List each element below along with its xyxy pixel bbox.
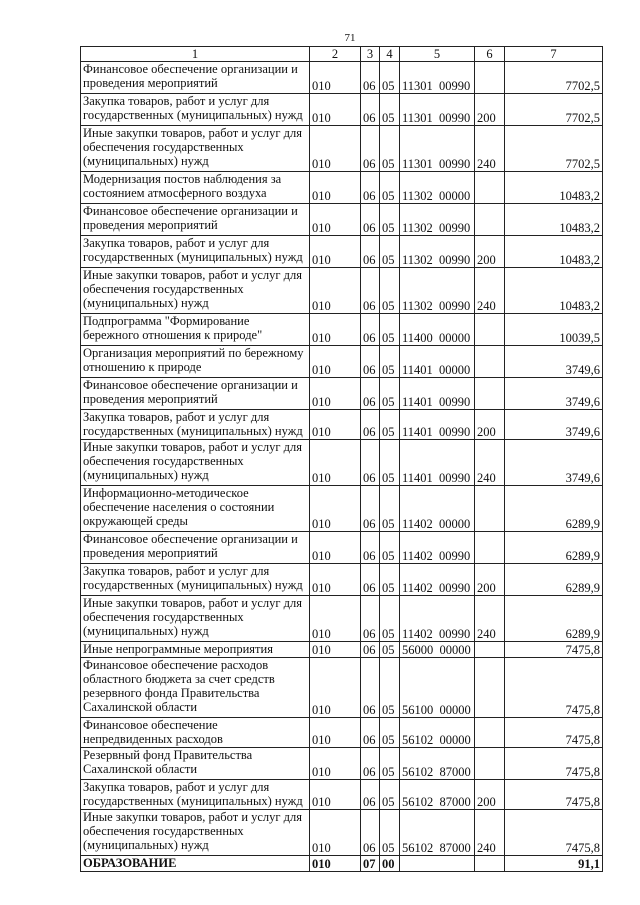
- table-row: [81, 780, 603, 810]
- row-c5-cell: 56102 00000: [400, 718, 475, 748]
- row-c2-cell: 010: [310, 378, 361, 410]
- row-c3-cell: 06: [361, 94, 380, 126]
- row-c6-cell: [475, 378, 505, 410]
- row-name-cell: Финансовое обеспечение непредвиденных расходов: [81, 718, 310, 748]
- row-c2-cell: 010: [310, 172, 361, 204]
- row-c5-cell: [400, 856, 475, 872]
- row-c2-cell: 010: [310, 596, 361, 642]
- header-cell: 6: [475, 47, 505, 62]
- row-c4-cell: 05: [380, 172, 400, 204]
- row-name-cell: ОБРАЗОВАНИЕ: [81, 856, 310, 872]
- row-c7-cell: 7475,8: [505, 642, 603, 658]
- table-row: [81, 126, 603, 172]
- row-c3-cell: 06: [361, 486, 380, 532]
- row-c7-cell: 7475,8: [505, 718, 603, 748]
- header-cell: 7: [505, 47, 603, 62]
- row-c6-cell: 240: [475, 440, 505, 486]
- row-c3-cell: 06: [361, 564, 380, 596]
- row-c6-cell: [475, 856, 505, 872]
- row-c3-cell: 06: [361, 532, 380, 564]
- row-c2-cell: 010: [310, 126, 361, 172]
- row-c2-cell: 010: [310, 748, 361, 780]
- row-c3-cell: 06: [361, 62, 380, 94]
- row-c7-cell: 6289,9: [505, 486, 603, 532]
- row-c6-cell: [475, 204, 505, 236]
- row-c2-cell: 010: [310, 810, 361, 856]
- row-c7-cell: 7475,8: [505, 658, 603, 718]
- row-name-cell: Закупка товаров, работ и услуг для государственных (муниципальных) нужд: [81, 780, 310, 810]
- row-name-cell: Иные закупки товаров, работ и услуг для обеспечения государственных (муниципальных) нужд: [81, 126, 310, 172]
- table-row: [81, 172, 603, 204]
- row-c6-cell: 200: [475, 564, 505, 596]
- row-c3-cell: 06: [361, 172, 380, 204]
- row-c3-cell: 06: [361, 236, 380, 268]
- row-c7-cell: 6289,9: [505, 596, 603, 642]
- row-name-cell: Подпрограмма "Формирование бережного отношения к природе": [81, 314, 310, 346]
- row-c5-cell: 11402 00990: [400, 596, 475, 642]
- table-row: [81, 268, 603, 314]
- row-name-cell: Информационно-методическое обеспечение населения о состоянии окружающей среды: [81, 486, 310, 532]
- row-c6-cell: [475, 314, 505, 346]
- row-c5-cell: 11302 00990: [400, 268, 475, 314]
- table-row: [81, 346, 603, 378]
- table-row: [81, 596, 603, 642]
- page-number: 71: [344, 32, 356, 44]
- row-name-cell: Иные непрограммные мероприятия: [81, 642, 310, 658]
- row-c6-cell: 200: [475, 780, 505, 810]
- row-c7-cell: 6289,9: [505, 564, 603, 596]
- row-c5-cell: 56102 87000: [400, 810, 475, 856]
- row-c4-cell: 05: [380, 236, 400, 268]
- row-c6-cell: [475, 642, 505, 658]
- row-c6-cell: [475, 532, 505, 564]
- row-name-cell: Закупка товаров, работ и услуг для государственных (муниципальных) нужд: [81, 564, 310, 596]
- row-c2-cell: 010: [310, 532, 361, 564]
- row-c3-cell: 06: [361, 314, 380, 346]
- row-c5-cell: 11301 00990: [400, 126, 475, 172]
- table-row: [81, 410, 603, 440]
- row-c2-cell: 010: [310, 268, 361, 314]
- row-name-cell: Модернизация постов наблюдения за состоянием атмосферного воздуха: [81, 172, 310, 204]
- row-c4-cell: 05: [380, 204, 400, 236]
- header-cell: 1: [81, 47, 310, 62]
- row-c7-cell: 7475,8: [505, 810, 603, 856]
- row-name-cell: Финансовое обеспечение организации и проведения мероприятий: [81, 62, 310, 94]
- table-row: [81, 748, 603, 780]
- table-row: [81, 440, 603, 486]
- row-c5-cell: 56000 00000: [400, 642, 475, 658]
- row-c3-cell: 06: [361, 204, 380, 236]
- row-name-cell: Закупка товаров, работ и услуг для государственных (муниципальных) нужд: [81, 410, 310, 440]
- row-c5-cell: 11302 00990: [400, 204, 475, 236]
- row-c6-cell: [475, 486, 505, 532]
- row-c5-cell: 11401 00000: [400, 346, 475, 378]
- row-c5-cell: 11302 00990: [400, 236, 475, 268]
- row-c4-cell: 05: [380, 346, 400, 378]
- row-c7-cell: 10483,2: [505, 268, 603, 314]
- row-name-cell: Закупка товаров, работ и услуг для государственных (муниципальных) нужд: [81, 236, 310, 268]
- row-name-cell: Иные закупки товаров, работ и услуг для обеспечения государственных (муниципальных) нужд: [81, 268, 310, 314]
- row-c5-cell: 11401 00990: [400, 440, 475, 486]
- row-c6-cell: 240: [475, 596, 505, 642]
- row-c6-cell: [475, 346, 505, 378]
- row-c5-cell: 56102 87000: [400, 748, 475, 780]
- row-c4-cell: 05: [380, 440, 400, 486]
- row-c3-cell: 06: [361, 780, 380, 810]
- table-row: [81, 532, 603, 564]
- row-c2-cell: 010: [310, 410, 361, 440]
- row-c6-cell: 240: [475, 126, 505, 172]
- row-name-cell: Резервный фонд Правительства Сахалинской области: [81, 748, 310, 780]
- row-c4-cell: 05: [380, 410, 400, 440]
- row-c4-cell: 05: [380, 780, 400, 810]
- row-c4-cell: 05: [380, 810, 400, 856]
- table-row: [81, 856, 603, 872]
- row-c4-cell: 05: [380, 564, 400, 596]
- row-c2-cell: 010: [310, 658, 361, 718]
- row-c2-cell: 010: [310, 62, 361, 94]
- row-c7-cell: 3749,6: [505, 410, 603, 440]
- row-name-cell: Закупка товаров, работ и услуг для государственных (муниципальных) нужд: [81, 94, 310, 126]
- row-name-cell: Иные закупки товаров, работ и услуг для обеспечения государственных (муниципальных) нужд: [81, 440, 310, 486]
- row-c7-cell: 10483,2: [505, 204, 603, 236]
- row-c5-cell: 11402 00990: [400, 532, 475, 564]
- row-c6-cell: [475, 748, 505, 780]
- row-c3-cell: 06: [361, 658, 380, 718]
- row-name-cell: Финансовое обеспечение организации и проведения мероприятий: [81, 532, 310, 564]
- row-c3-cell: 06: [361, 126, 380, 172]
- row-c2-cell: 010: [310, 94, 361, 126]
- row-c3-cell: 06: [361, 642, 380, 658]
- table-row: [81, 486, 603, 532]
- row-c5-cell: 11302 00000: [400, 172, 475, 204]
- row-c6-cell: 240: [475, 810, 505, 856]
- row-c7-cell: 91,1: [505, 856, 603, 872]
- row-c2-cell: 010: [310, 718, 361, 748]
- table-row: [81, 204, 603, 236]
- row-c7-cell: 10483,2: [505, 236, 603, 268]
- row-c2-cell: 010: [310, 314, 361, 346]
- row-c5-cell: 11401 00990: [400, 378, 475, 410]
- row-c5-cell: 11400 00000: [400, 314, 475, 346]
- table-row: [81, 236, 603, 268]
- table-row: [81, 314, 603, 346]
- row-c2-cell: 010: [310, 564, 361, 596]
- row-c4-cell: 05: [380, 596, 400, 642]
- row-c5-cell: 11402 00990: [400, 564, 475, 596]
- row-c5-cell: 11301 00990: [400, 62, 475, 94]
- row-c3-cell: 07: [361, 856, 380, 872]
- row-c7-cell: 3749,6: [505, 346, 603, 378]
- table-row: [81, 564, 603, 596]
- row-c5-cell: 11402 00000: [400, 486, 475, 532]
- row-c2-cell: 010: [310, 780, 361, 810]
- row-c6-cell: 200: [475, 236, 505, 268]
- row-c7-cell: 7702,5: [505, 94, 603, 126]
- row-c3-cell: 06: [361, 718, 380, 748]
- row-c4-cell: 05: [380, 268, 400, 314]
- row-name-cell: Финансовое обеспечение организации и проведения мероприятий: [81, 204, 310, 236]
- row-c7-cell: 3749,6: [505, 440, 603, 486]
- row-c4-cell: 05: [380, 378, 400, 410]
- row-c3-cell: 06: [361, 268, 380, 314]
- row-c2-cell: 010: [310, 642, 361, 658]
- row-c4-cell: 00: [380, 856, 400, 872]
- row-c7-cell: 7702,5: [505, 126, 603, 172]
- row-c4-cell: 05: [380, 658, 400, 718]
- header-cell: 2: [310, 47, 361, 62]
- row-c6-cell: [475, 658, 505, 718]
- row-name-cell: Организация мероприятий по бережному отношению к природе: [81, 346, 310, 378]
- row-c7-cell: 7475,8: [505, 748, 603, 780]
- row-c2-cell: 010: [310, 346, 361, 378]
- row-c7-cell: 10483,2: [505, 172, 603, 204]
- row-name-cell: Иные закупки товаров, работ и услуг для обеспечения государственных (муниципальных) нужд: [81, 810, 310, 856]
- table-row: [81, 718, 603, 748]
- row-c4-cell: 05: [380, 486, 400, 532]
- header-row: [81, 47, 603, 62]
- row-c7-cell: 10039,5: [505, 314, 603, 346]
- row-c3-cell: 06: [361, 346, 380, 378]
- row-c2-cell: 010: [310, 236, 361, 268]
- row-c4-cell: 05: [380, 642, 400, 658]
- row-c7-cell: 7702,5: [505, 62, 603, 94]
- budget-table: [80, 46, 603, 872]
- row-c6-cell: [475, 718, 505, 748]
- row-c2-cell: 010: [310, 204, 361, 236]
- row-c3-cell: 06: [361, 810, 380, 856]
- header-cell: 5: [400, 47, 475, 62]
- row-c4-cell: 05: [380, 94, 400, 126]
- header-cell: 4: [380, 47, 400, 62]
- table-row: [81, 642, 603, 658]
- row-c4-cell: 05: [380, 62, 400, 94]
- row-name-cell: Финансовое обеспечение расходов областного бюджета за счет средств резервного фонда Правительства Сахалинской области: [81, 658, 310, 718]
- row-c7-cell: 3749,6: [505, 378, 603, 410]
- row-c4-cell: 05: [380, 314, 400, 346]
- row-name-cell: Финансовое обеспечение организации и проведения мероприятий: [81, 378, 310, 410]
- row-c5-cell: 56100 00000: [400, 658, 475, 718]
- row-c5-cell: 11401 00990: [400, 410, 475, 440]
- row-c3-cell: 06: [361, 440, 380, 486]
- row-c6-cell: 240: [475, 268, 505, 314]
- row-c3-cell: 06: [361, 748, 380, 780]
- row-c3-cell: 06: [361, 596, 380, 642]
- table-row: [81, 378, 603, 410]
- row-c7-cell: 6289,9: [505, 532, 603, 564]
- table-row: [81, 658, 603, 718]
- table-row: [81, 810, 603, 856]
- row-c2-cell: 010: [310, 440, 361, 486]
- row-c6-cell: 200: [475, 94, 505, 126]
- row-c3-cell: 06: [361, 378, 380, 410]
- row-c6-cell: [475, 62, 505, 94]
- row-c5-cell: 56102 87000: [400, 780, 475, 810]
- header-cell: 3: [361, 47, 380, 62]
- row-c4-cell: 05: [380, 532, 400, 564]
- row-c7-cell: 7475,8: [505, 780, 603, 810]
- row-name-cell: Иные закупки товаров, работ и услуг для обеспечения государственных (муниципальных) нужд: [81, 596, 310, 642]
- row-c2-cell: 010: [310, 486, 361, 532]
- table-row: [81, 94, 603, 126]
- row-c2-cell: 010: [310, 856, 361, 872]
- row-c4-cell: 05: [380, 718, 400, 748]
- row-c4-cell: 05: [380, 748, 400, 780]
- row-c3-cell: 06: [361, 410, 380, 440]
- row-c4-cell: 05: [380, 126, 400, 172]
- row-c5-cell: 11301 00990: [400, 94, 475, 126]
- table-row: [81, 62, 603, 94]
- row-c6-cell: [475, 172, 505, 204]
- row-c6-cell: 200: [475, 410, 505, 440]
